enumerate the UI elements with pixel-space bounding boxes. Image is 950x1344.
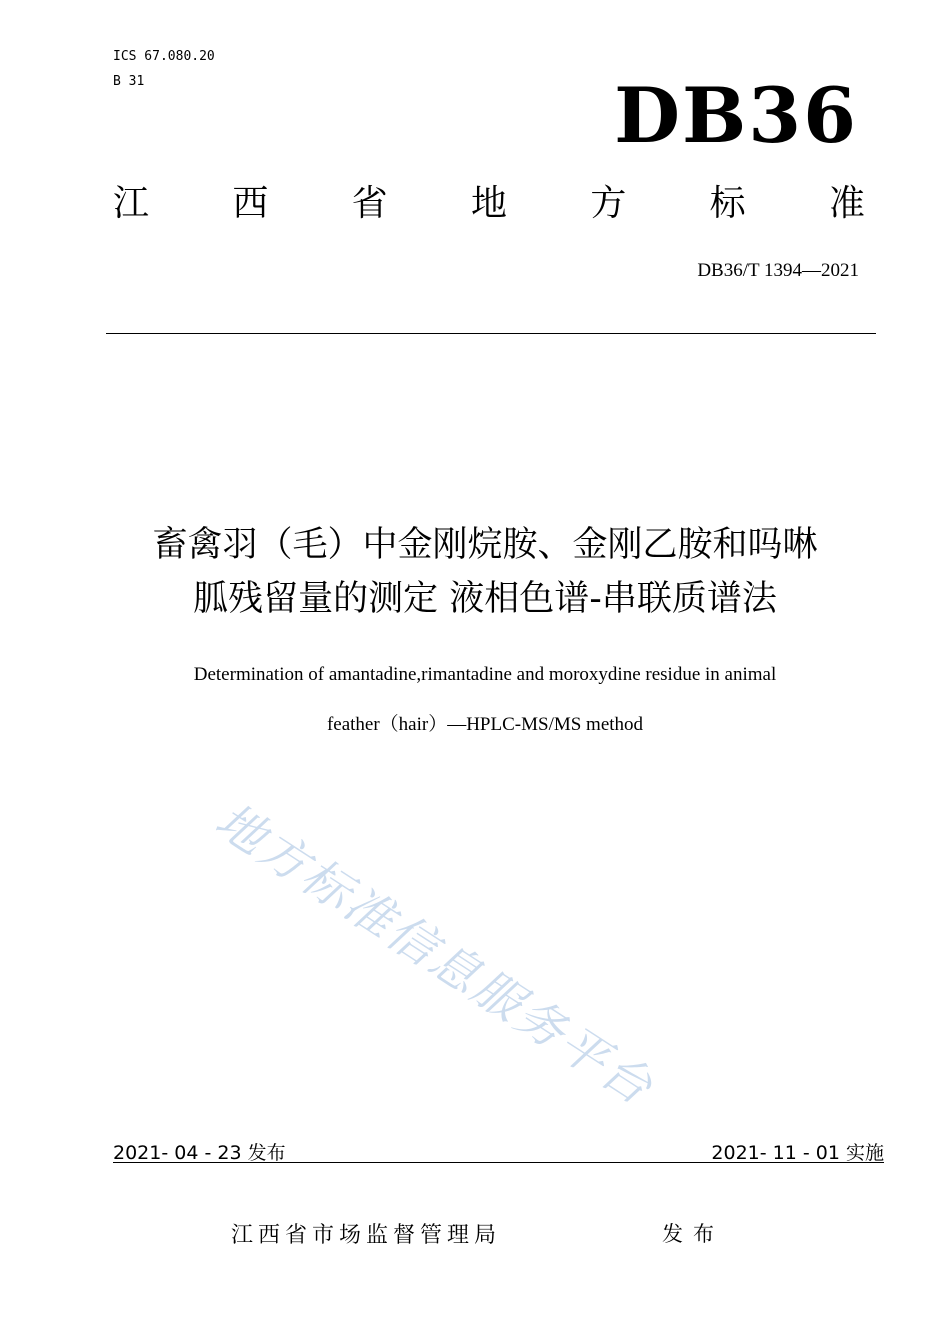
chinese-title-line-2: 胍残留量的测定 液相色谱-串联质谱法: [193, 579, 777, 619]
watermark: 地方标准信息服务平台: [205, 792, 664, 1117]
standard-type-heading: [113, 183, 865, 224]
ics-code: ICS 67.080.20: [113, 49, 215, 64]
english-title-line-2: feather（hair）—HPLC-MS/MS method: [326, 714, 644, 735]
issue-date: 2021- 04 - 23 发布: [113, 1142, 286, 1164]
issuing-authority: 江西省市场监督管理局: [231, 1223, 502, 1248]
standard-type-char: 省: [351, 183, 388, 224]
footer-divider: [113, 1162, 884, 1163]
issue-label: 发布: [662, 1222, 724, 1246]
standard-type-char: 江: [113, 183, 150, 224]
english-title: [60, 650, 910, 750]
standard-type-char: 准: [828, 183, 865, 224]
standard-logo: DB36: [614, 71, 858, 160]
standard-number: DB36/T 1394—2021: [697, 260, 859, 281]
standard-type-char: 西: [232, 183, 269, 224]
chinese-title-line-1: 畜禽羽（毛）中金刚烷胺、金刚乙胺和吗啉: [152, 525, 818, 565]
standard-type-char: 方: [590, 183, 627, 224]
standard-type-char: 标: [709, 183, 746, 224]
implementation-date: 2021- 11 - 01 实施: [711, 1142, 884, 1164]
chinese-title: [60, 518, 910, 626]
standard-type-char: 地: [470, 183, 507, 224]
header-divider: [106, 333, 876, 334]
english-title-line-1: Determination of amantadine,rimantadine and moroxydine residue in animal: [193, 664, 777, 685]
classification-code: B 31: [113, 74, 145, 89]
